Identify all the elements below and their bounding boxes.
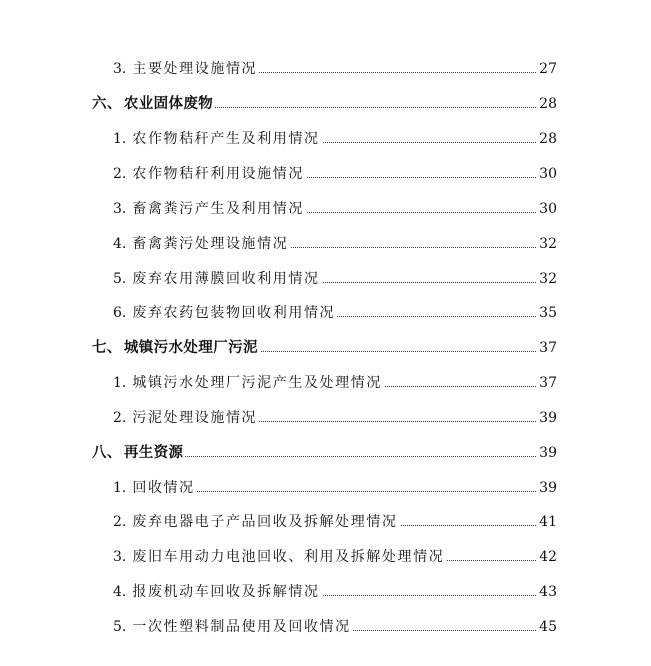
toc-entry-title: 污泥处理设施情况	[132, 410, 258, 426]
toc-entry-number: 1.	[113, 480, 127, 496]
toc-entry-title: 畜禽粪污处理设施情况	[132, 236, 289, 252]
toc-entry-label	[113, 476, 197, 500]
toc-entry-label	[113, 127, 322, 151]
toc-page-number: 37	[537, 371, 557, 395]
toc-entry-scrapped-vehicles[interactable]	[0, 580, 651, 604]
toc-section-agricultural-waste[interactable]	[0, 92, 651, 116]
toc-page-number: 39	[537, 441, 557, 465]
toc-section-number: 八、	[92, 445, 122, 461]
toc-entry-number: 3.	[113, 61, 127, 77]
toc-entry-label	[113, 545, 446, 569]
toc-page-number: 41	[537, 510, 557, 534]
toc-entry-number: 6.	[113, 305, 127, 321]
toc-entry-number: 2.	[113, 514, 127, 530]
toc-entry-manure-production[interactable]	[0, 197, 651, 221]
toc-entry-title: 废弃电器电子产品回收及拆解处理情况	[132, 514, 398, 530]
toc-entry-3-main-facilities[interactable]	[0, 57, 651, 81]
toc-entry-number: 4.	[113, 584, 127, 600]
toc-section-title: 再生资源	[123, 445, 184, 461]
toc-entry-label	[113, 510, 400, 534]
toc-page-number: 30	[537, 197, 557, 221]
toc-page-number: 28	[537, 92, 557, 116]
toc-entry-title: 废弃农药包装物回收利用情况	[132, 305, 336, 321]
toc-page-number: 32	[537, 232, 557, 256]
toc-entry-title: 农作物秸秆产生及利用情况	[132, 131, 320, 147]
toc-entry-number: 2.	[113, 166, 127, 182]
toc-entry-recycling[interactable]	[0, 476, 651, 500]
toc-entry-ev-batteries[interactable]	[0, 545, 651, 569]
toc-entry-manure-facilities[interactable]	[0, 232, 651, 256]
toc-entry-label	[113, 162, 306, 186]
toc-page-number: 32	[537, 267, 557, 291]
toc-page-number: 43	[537, 580, 557, 604]
toc-entry-title: 主要处理设施情况	[132, 61, 258, 77]
toc-entry-label	[113, 615, 353, 639]
toc-entry-label	[113, 232, 290, 256]
toc-entry-label	[113, 197, 306, 221]
toc-entry-sludge-facilities[interactable]	[0, 406, 651, 430]
toc-entry-label	[113, 267, 322, 291]
toc-page-number: 28	[537, 127, 557, 151]
toc-section-label	[92, 441, 185, 465]
toc-entry-title: 城镇污水处理厂污泥产生及处理情况	[132, 375, 382, 391]
toc-entry-number: 5.	[113, 271, 127, 287]
toc-entry-number: 5.	[113, 619, 127, 635]
toc-page-number: 37	[537, 336, 557, 360]
toc-entry-pesticide-packaging[interactable]	[0, 301, 651, 325]
toc-entry-sludge-production[interactable]	[0, 371, 651, 395]
toc-section-title: 农业固体废物	[123, 96, 214, 112]
toc-entry-single-use-plastics[interactable]	[0, 615, 651, 639]
toc-entry-number: 2.	[113, 410, 127, 426]
toc-entry-e-waste[interactable]	[0, 510, 651, 534]
toc-page-number: 35	[537, 301, 557, 325]
toc-page-number: 45	[537, 615, 557, 639]
toc-entry-title: 废弃农用薄膜回收利用情况	[132, 271, 320, 287]
toc-page-number: 42	[537, 545, 557, 569]
toc-section-renewable-resources[interactable]	[0, 441, 651, 465]
toc-page-number: 27	[537, 57, 557, 81]
toc-entry-title: 畜禽粪污产生及利用情况	[132, 201, 304, 217]
toc-entry-label	[113, 580, 322, 604]
toc-entry-straw-production[interactable]	[0, 127, 651, 151]
toc-entry-film-recycling[interactable]	[0, 267, 651, 291]
toc-page-number: 30	[537, 162, 557, 186]
toc-section-title: 城镇污水处理厂污泥	[123, 340, 258, 356]
toc-entry-label	[113, 371, 384, 395]
toc-entry-title: 废旧车用动力电池回收、利用及拆解处理情况	[132, 549, 445, 565]
toc-section-sewage-sludge[interactable]	[0, 336, 651, 360]
toc-entry-label	[113, 57, 259, 81]
toc-entry-title: 回收情况	[132, 480, 195, 496]
toc-section-number: 六、	[92, 96, 122, 112]
toc-entry-title: 报废机动车回收及拆解情况	[132, 584, 320, 600]
toc-entry-title: 一次性塑料制品使用及回收情况	[132, 619, 351, 635]
toc-entry-number: 1.	[113, 375, 127, 391]
toc-entry-label	[113, 406, 259, 430]
toc-section-number: 七、	[92, 340, 122, 356]
toc-entry-title: 农作物秸秆利用设施情况	[132, 166, 304, 182]
toc-entry-number: 1.	[113, 131, 127, 147]
toc-section-label	[92, 92, 215, 116]
toc-page-number: 39	[537, 406, 557, 430]
toc-entry-label	[113, 301, 337, 325]
toc-section-label	[92, 336, 260, 360]
toc-entry-number: 3.	[113, 549, 127, 565]
toc-entry-straw-facilities[interactable]	[0, 162, 651, 186]
toc-entry-number: 3.	[113, 201, 127, 217]
toc-entry-number: 4.	[113, 236, 127, 252]
toc-page-number: 39	[537, 476, 557, 500]
